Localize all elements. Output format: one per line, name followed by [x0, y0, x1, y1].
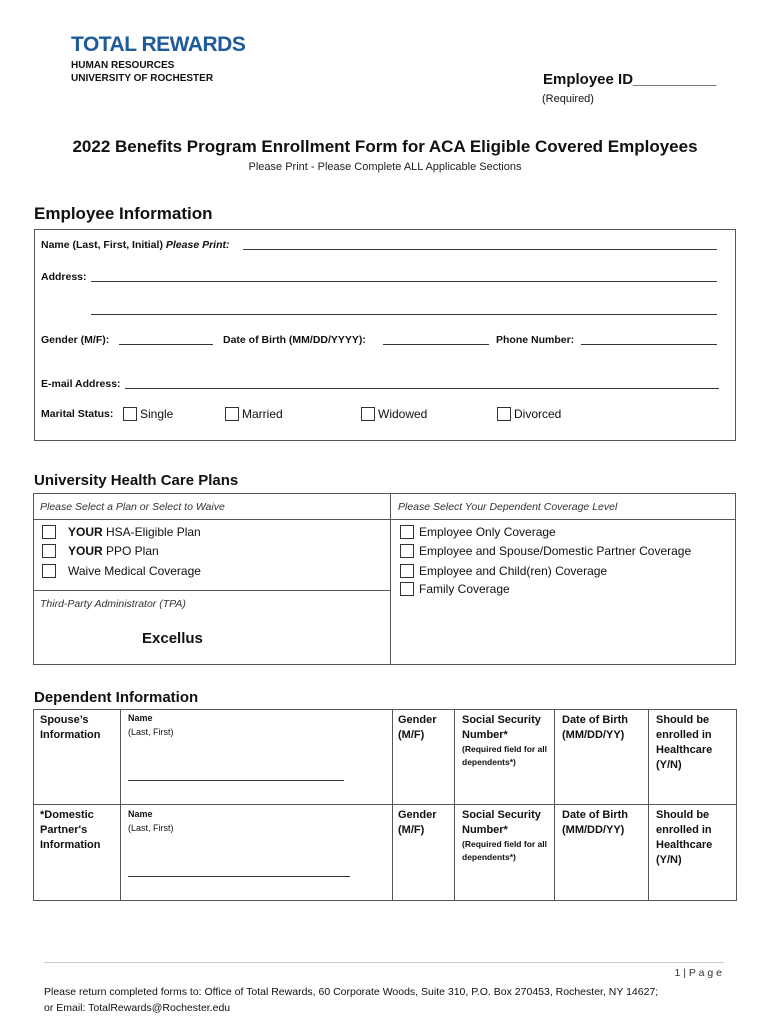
dep-col-divider-3: [454, 710, 455, 900]
footer-line-2: or Email: TotalRewards@Rochester.edu: [44, 1002, 231, 1014]
dependent-table: [33, 709, 737, 901]
spouse-who: Spouse’s Information: [40, 714, 101, 741]
employee-info-heading: Employee Information: [34, 204, 213, 223]
phone-label: Phone Number:: [496, 334, 575, 346]
plan-hsa-bold: YOUR: [68, 525, 103, 539]
email-input[interactable]: [125, 388, 719, 389]
tpa-label: Third-Party Administrator (TPA): [40, 598, 186, 610]
coverage-family[interactable]: [400, 582, 510, 596]
checkbox-children[interactable]: [400, 564, 414, 578]
footer-line-1: Please return completed forms to: Office of Total Rewards, 60 Corporate Woods, Suite 310, P.O. Box 270453, Rochester, NY 14627;: [44, 986, 659, 998]
checkbox-spouse[interactable]: [400, 544, 414, 558]
health-plans-box: [33, 493, 736, 665]
name-label: Name (Last, First, Initial) Please Print:: [41, 239, 230, 251]
dep-row-divider: [34, 804, 736, 805]
plan-column-header: Please Select a Plan or Select to Waive: [40, 501, 225, 513]
dob-input[interactable]: [383, 344, 489, 345]
plan-hsa-label: [68, 525, 201, 539]
plan-ppo[interactable]: [42, 544, 159, 558]
marital-divorced-label: Divorced: [514, 407, 562, 421]
logo-line-1: HUMAN RESOURCES: [71, 60, 175, 71]
checkbox-hsa[interactable]: [42, 525, 56, 539]
marital-married-label: Married: [242, 407, 283, 421]
dob-label: Date of Birth (MM/DD/YYYY):: [223, 334, 366, 346]
employee-info-box: [34, 229, 736, 441]
coverage-employee-only[interactable]: [400, 525, 556, 539]
spouse-ssn-label: Social Security Number*: [462, 714, 541, 741]
spouse-name-label: Name: [128, 713, 153, 723]
tpa-value: Excellus: [142, 630, 203, 647]
dependent-info-heading: Dependent Information: [34, 689, 199, 706]
partner-enroll-label: Should be enrolled in Healthcare (Y/N): [656, 809, 713, 866]
partner-name-hint: (Last, First): [128, 823, 174, 833]
gender-label: Gender (M/F):: [41, 334, 110, 346]
phone-input[interactable]: [581, 344, 717, 345]
health-plans-col-divider: [390, 494, 391, 664]
checkbox-family[interactable]: [400, 582, 414, 596]
spouse-enroll-label: Should be enrolled in Healthcare (Y/N): [656, 714, 713, 771]
form-title: 2022 Benefits Program Enrollment Form for ACA Eligible Covered Employees: [72, 137, 698, 156]
gender-input[interactable]: [119, 344, 213, 345]
footer-divider: [44, 962, 724, 963]
plan-ppo-rest: PPO Plan: [102, 544, 159, 558]
logo-title: TOTAL REWARDS: [71, 33, 246, 56]
partner-gender-label: Gender (M/F): [398, 809, 437, 836]
spouse-gender-label: Gender (M/F): [398, 714, 437, 741]
page-number: 1 | P a g e: [674, 967, 722, 979]
coverage-column-header: Please Select Your Dependent Coverage Level: [398, 501, 618, 513]
checkbox-ppo[interactable]: [42, 544, 56, 558]
checkbox-married[interactable]: [225, 407, 239, 421]
employee-id-required: (Required): [542, 93, 594, 105]
partner-dob-label: Date of Birth (MM/DD/YY): [562, 809, 628, 836]
plan-ppo-label: [68, 544, 159, 558]
footer-text: [44, 984, 658, 1016]
plan-hsa-rest: HSA-Eligible Plan: [102, 525, 201, 539]
spouse-dob-label: Date of Birth (MM/DD/YY): [562, 714, 628, 741]
checkbox-single[interactable]: [123, 407, 137, 421]
dep-col-divider-2: [392, 710, 393, 900]
address-input-1[interactable]: [91, 281, 717, 282]
name-hint: Please Print: [165, 239, 226, 251]
marital-widowed[interactable]: [361, 407, 427, 421]
name-input[interactable]: [243, 249, 717, 250]
coverage-children-label: Employee and Child(ren) Coverage: [419, 564, 608, 578]
checkbox-widowed[interactable]: [361, 407, 375, 421]
marital-married[interactable]: [225, 407, 283, 421]
coverage-children[interactable]: [400, 564, 607, 578]
plan-hsa[interactable]: [42, 525, 201, 539]
dep-col-divider-4: [554, 710, 555, 900]
plan-ppo-bold: YOUR: [68, 544, 103, 558]
dep-col-divider-5: [648, 710, 649, 900]
employee-id-field[interactable]: Employee ID__________: [543, 71, 717, 88]
coverage-spouse-label: Employee and Spouse/Domestic Partner Coverage: [419, 544, 692, 558]
partner-who: *Domestic Partner's Information: [40, 809, 101, 851]
marital-single-label: Single: [140, 407, 174, 421]
plan-waive-label: Waive Medical Coverage: [68, 564, 201, 578]
form-subtitle: Please Print - Please Complete ALL Applicable Sections: [248, 161, 522, 173]
marital-divorced[interactable]: [497, 407, 561, 421]
health-plans-header-divider: [34, 519, 735, 520]
checkbox-waive[interactable]: [42, 564, 56, 578]
health-plans-heading: University Health Care Plans: [34, 472, 239, 489]
marital-single[interactable]: [123, 407, 173, 421]
logo-subtitle: [71, 59, 213, 85]
logo-line-2: UNIVERSITY OF ROCHESTER: [71, 73, 214, 84]
name-label-text: Name (Last, First, Initial): [41, 239, 163, 251]
email-label: E-mail Address:: [41, 378, 121, 390]
address-input-2[interactable]: [91, 314, 717, 315]
plan-waive[interactable]: [42, 564, 201, 578]
coverage-spouse[interactable]: [400, 544, 691, 558]
checkbox-divorced[interactable]: [497, 407, 511, 421]
partner-ssn-label: Social Security Number*: [462, 809, 541, 836]
address-label: Address:: [41, 271, 87, 283]
partner-name-label: Name: [128, 809, 153, 819]
coverage-employee-only-label: Employee Only Coverage: [419, 525, 556, 539]
dep-col-divider-1: [120, 710, 121, 900]
spouse-name-hint: (Last, First): [128, 727, 174, 737]
marital-label: Marital Status:: [41, 408, 114, 420]
tpa-divider: [34, 590, 390, 591]
spouse-ssn-note: (Required field for all dependents*): [462, 744, 548, 767]
coverage-family-label: Family Coverage: [419, 582, 510, 596]
partner-name-input[interactable]: [128, 876, 350, 877]
spouse-name-input[interactable]: [128, 780, 344, 781]
checkbox-employee-only[interactable]: [400, 525, 414, 539]
partner-ssn-note: (Required field for all dependents*): [462, 839, 548, 862]
marital-widowed-label: Widowed: [378, 407, 428, 421]
